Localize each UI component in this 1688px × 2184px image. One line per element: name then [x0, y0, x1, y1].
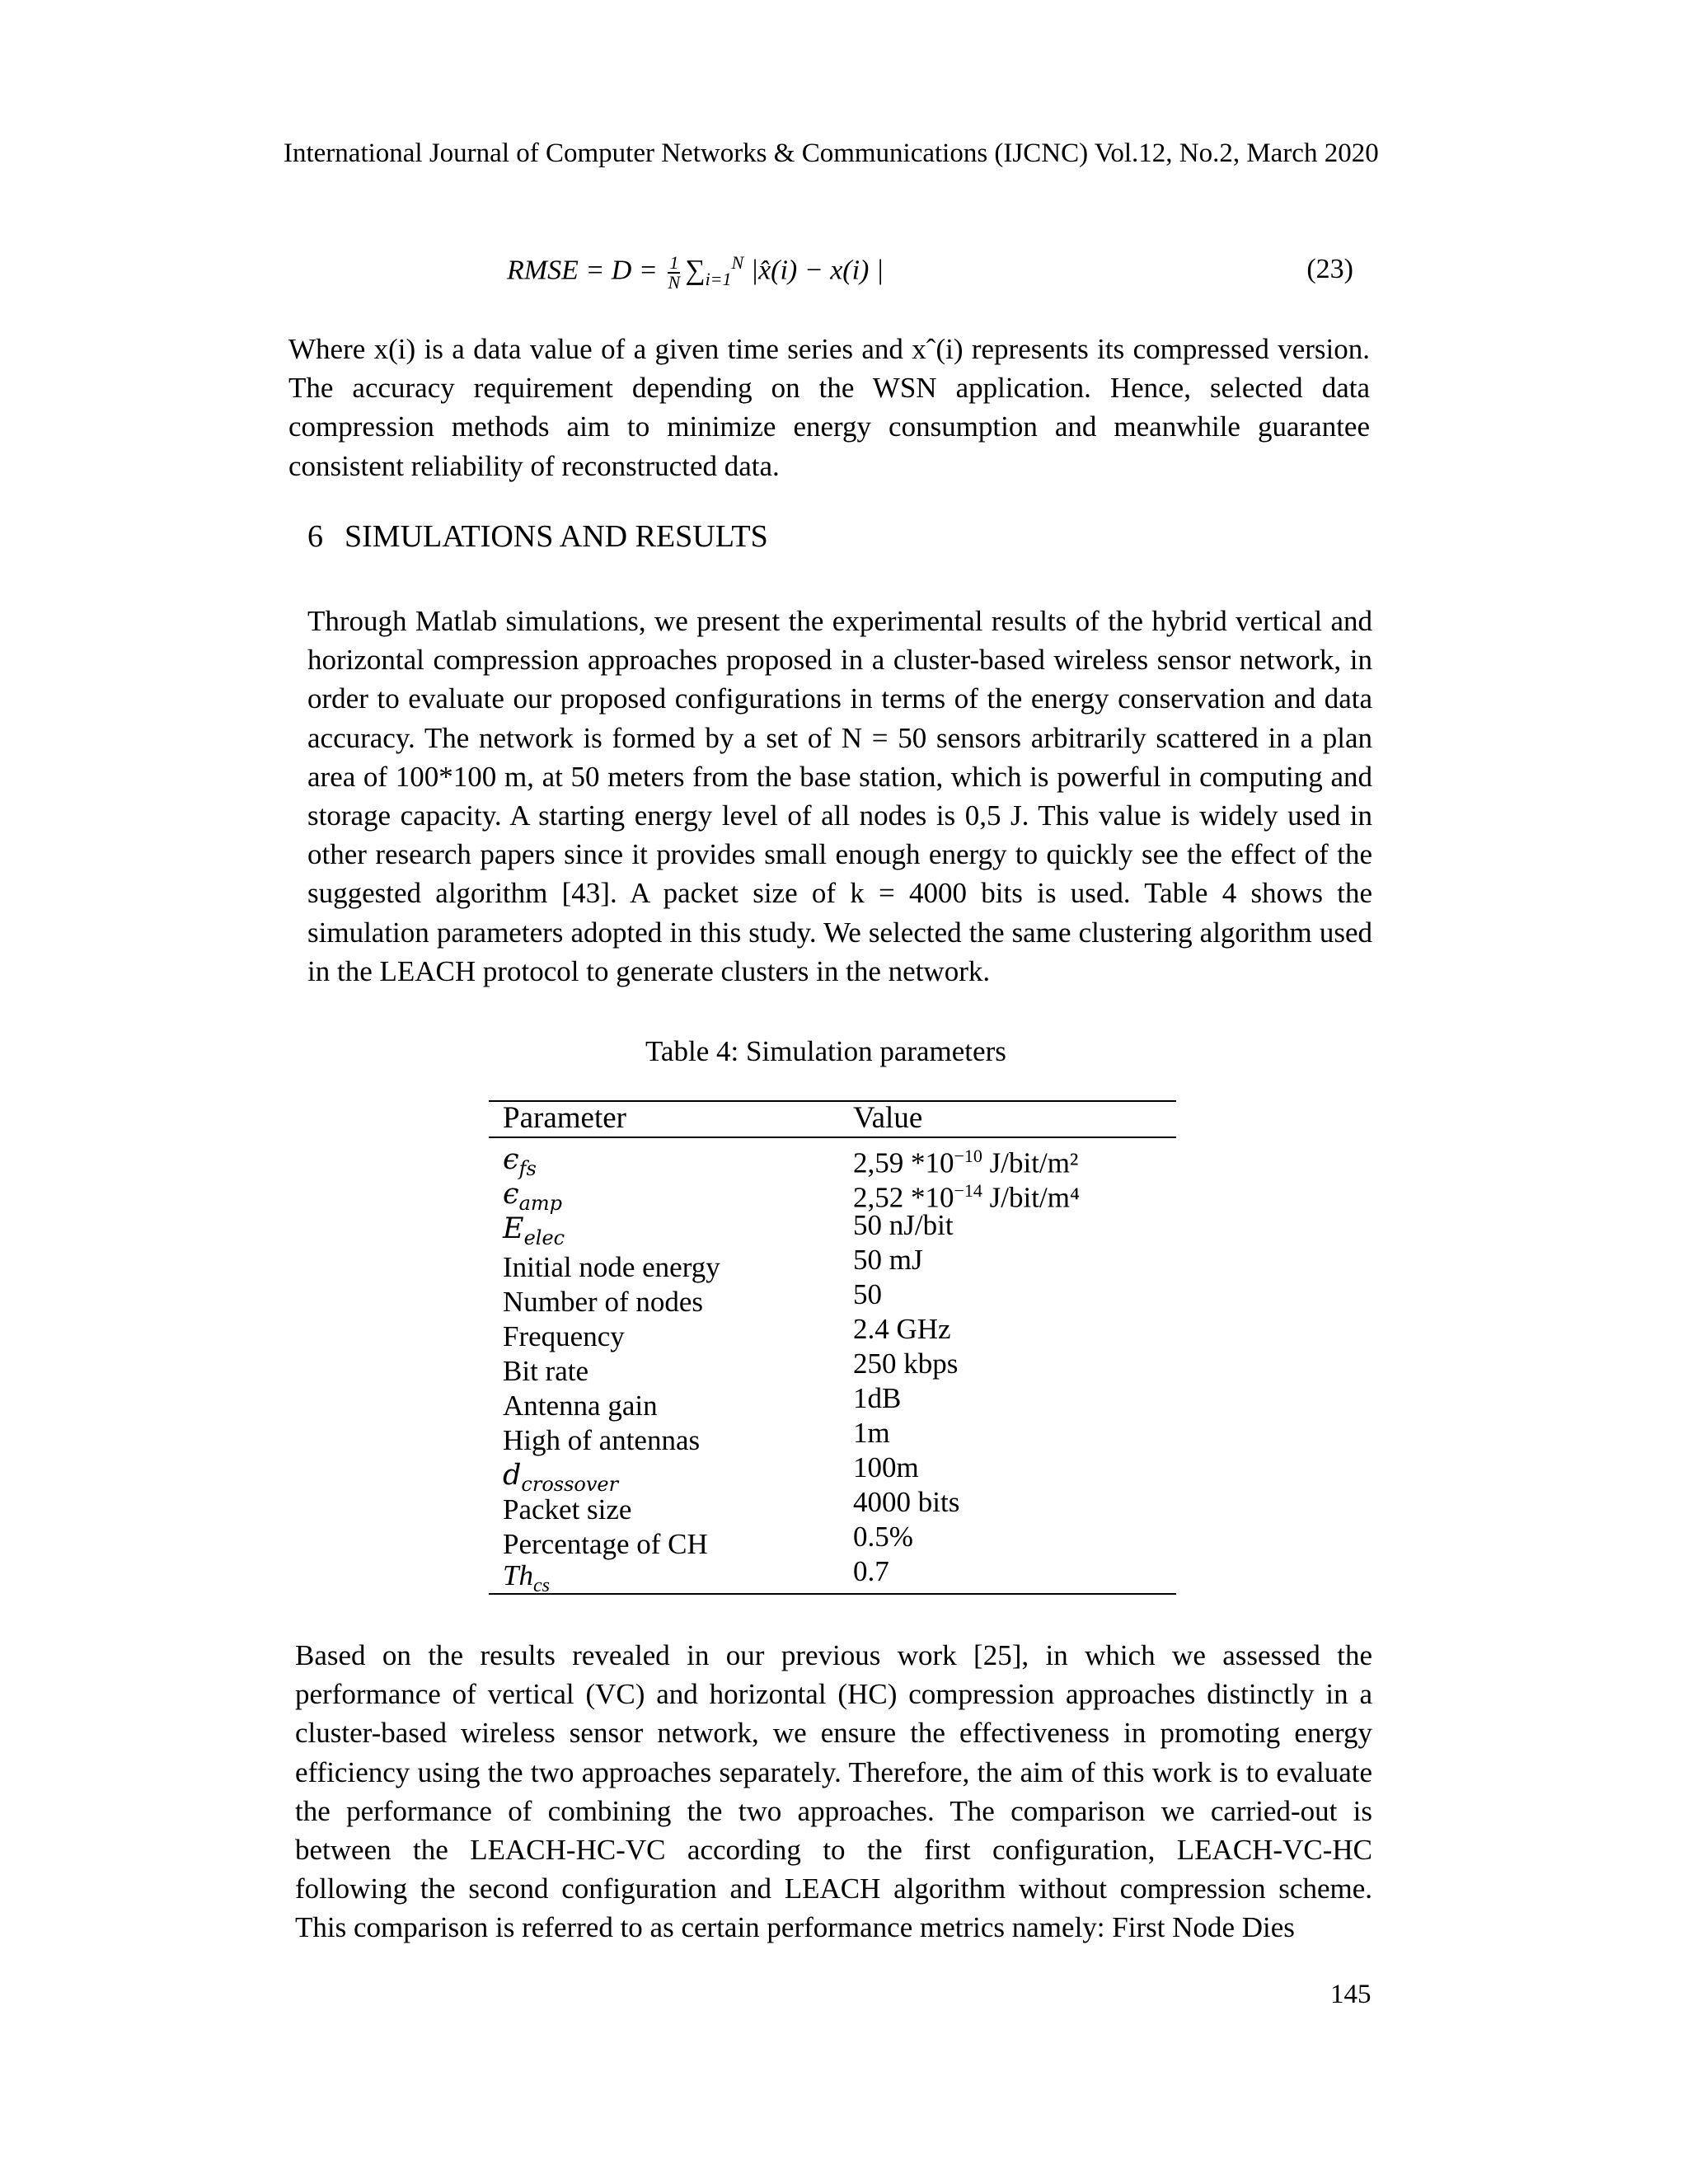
table-row-value: 4000 bits	[853, 1486, 960, 1518]
table-row-param: $Th_{cs}$	[503, 1559, 550, 1596]
page-number: 145	[1330, 1980, 1372, 2009]
column-header-parameter: Parameter	[503, 1101, 626, 1135]
table-bottom-rule	[489, 1593, 1176, 1595]
table-row-param: $\epsilon_{fs}$	[503, 1143, 537, 1180]
table-row-param: Antenna gain	[503, 1390, 658, 1422]
paragraph-simulation-setup: Through Matlab simulations, we present the experimental results of the hybrid vertical and horizontal compression approaches proposed in a cluster-based wireless sensor network, in order to evaluate our proposed configurations in terms of the energy conservation and data accuracy. The network is formed by a set of N = 50 sensors arbitrarily scattered in a plan area of 100*100 m, at 50 meters from the base station, which is powerful in computing and storage capacity. A starting energy level of all nodes is 0,5 J. This value is widely used in other research papers since it provides small enough energy to quickly see the effect of the suggested algorithm [43]. A packet size of k = 4000 bits is used. Table 4 shows the simulation parameters adopted in this study. We selected the same clustering algorithm used in the LEACH protocol to generate clusters in the network.	[307, 605, 1372, 987]
table-row-value: 50 nJ/bit	[853, 1209, 954, 1241]
running-header: International Journal of Computer Networks & Communications (IJCNC) Vol.12, No.2, March 2020	[284, 138, 1379, 168]
eq-sum-lower: i=1	[705, 269, 732, 290]
column-header-value: Value	[853, 1101, 923, 1135]
eq-sum-upper: N	[731, 252, 744, 273]
paragraph-comparison: Based on the results revealed in our previous work [25], in which we assessed the performance of vertical (VC) and horizontal (HC) compression approaches distinctly in a cluster-based wireless sensor network, we ensure the effectiveness in promoting energy efficiency using the two approaches separately. Therefore, the aim of this work is to evaluate the performance of combining the two approaches. The comparison we carried-out is between the LEACH-HC-VC according to the first configuration, LEACH-VC-HC following the second configuration and LEACH algorithm without compression scheme. This comparison is referred to as certain performance metrics namely: First Node Dies	[295, 1639, 1372, 1944]
simulation-parameters-table	[489, 1100, 1176, 1595]
table-row-value: 250 kbps	[853, 1347, 959, 1380]
table-row-value: 50 mJ	[853, 1244, 923, 1276]
table-caption: Table 4: Simulation parameters	[645, 1035, 1006, 1067]
table-row-value: 50	[853, 1278, 882, 1310]
table-row-value: 2.4 GHz	[853, 1313, 951, 1345]
table-row-value: 2,52 $*10^{-14}$ J/bit/m⁴	[853, 1180, 1081, 1214]
table-row-value: 0.7	[853, 1555, 889, 1587]
equation-number: (23)	[1306, 254, 1353, 284]
eq-frac-den: N	[668, 271, 681, 293]
table-row-param: $\epsilon_{amp}$	[503, 1178, 563, 1215]
equation-23	[288, 244, 1360, 302]
paragraph-rmse-explanation: Where x(i) is a data value of a given time series and xˆ(i) represents its compressed version. The accuracy requirement depending on the WSN application. Hence, selected data compression methods aim to minimize energy consumption and meanwhile guarantee consistent reliability of reconstructed data.	[288, 333, 1370, 482]
eq-body: |x̂(i) − x(i) |	[743, 255, 884, 286]
section-title: SIMULATIONS AND RESULTS	[345, 519, 768, 554]
table-row-param: Number of nodes	[503, 1286, 704, 1318]
table-row-param: Frequency	[503, 1320, 625, 1352]
eq-sum: ∑	[685, 255, 706, 286]
section-number: 6	[307, 519, 323, 554]
table-row-value: 0.5%	[853, 1521, 913, 1553]
table-row-param: High of antennas	[503, 1424, 701, 1456]
table-row-value: 100m	[853, 1451, 919, 1483]
eq-fraction	[668, 251, 681, 293]
table-row-param: Initial node energy	[503, 1251, 720, 1283]
eq-frac-num: 1	[669, 251, 679, 273]
rmse-equation	[507, 252, 884, 292]
table-row-param: Percentage of CH	[503, 1528, 708, 1560]
table-row-param: Bit rate	[503, 1355, 588, 1387]
section-heading	[307, 516, 768, 557]
table-row-value: 2,59 $*10^{-10}$ J/bit/m²	[853, 1146, 1079, 1179]
eq-lhs: RMSE = D =	[507, 255, 665, 286]
table-row-param: $d_{crossover}$	[503, 1459, 619, 1496]
table-row-value: 1dB	[853, 1382, 902, 1414]
table-row-param: $E_{elec}$	[503, 1212, 565, 1249]
table-row-param: Packet size	[503, 1493, 632, 1526]
table-header-rule	[489, 1137, 1176, 1138]
table-row-value: 1m	[853, 1417, 890, 1449]
